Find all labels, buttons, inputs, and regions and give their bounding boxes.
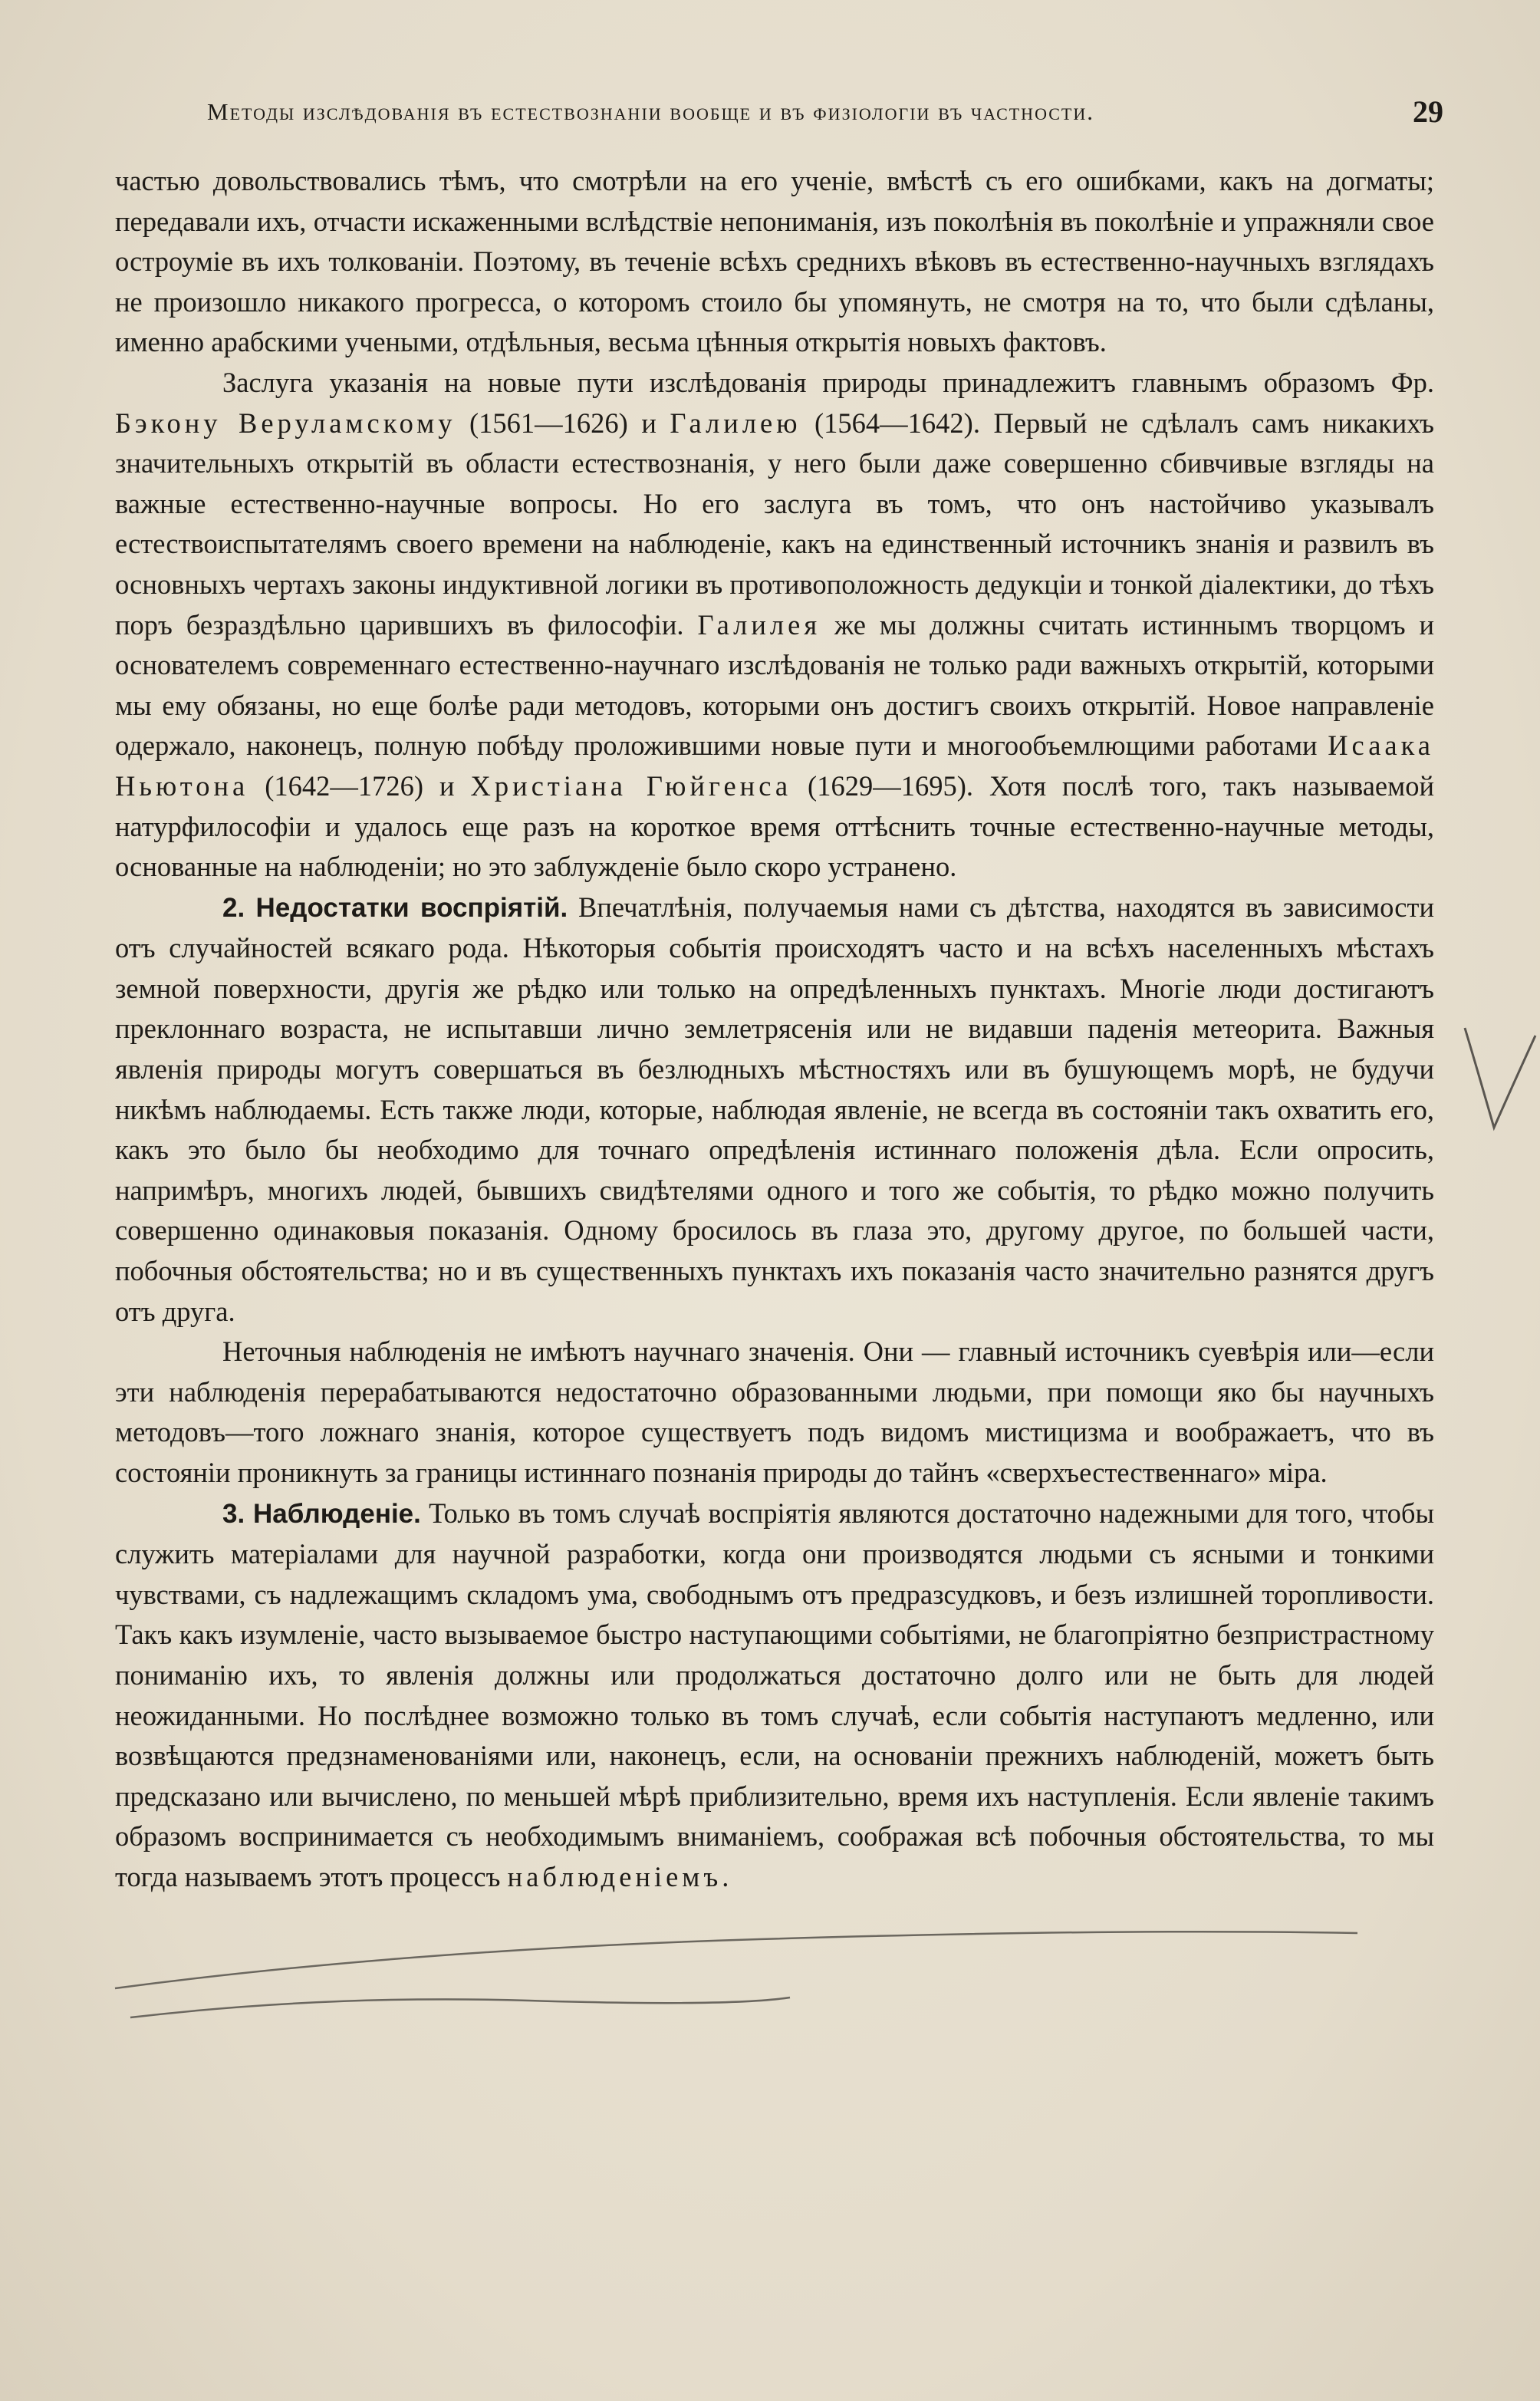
person-name: Исаака Ньютона — [115, 730, 1434, 802]
paragraph-text: (1561—1626) и — [456, 407, 670, 439]
paragraph-text: Заслуга указанія на новые пути изслѣдованія природы принадлежитъ главнымъ образомъ Фр. — [222, 366, 1434, 398]
running-head: Методы изслѣдованія въ естествознаніи вообще и въ физіологіи въ частности. — [207, 98, 1094, 125]
paragraph-text: (1564—1642). Первый не сдѣлалъ самъ никакихъ значительныхъ открытій въ области естествознанія, у него были даже совершенно сбивчивые взгляды на важные естественно-научные вопросы. Но его заслуга въ томъ, что онъ настойчиво указывалъ естествоиспытателямъ своего времени на наблюденіе, какъ на единственный источникъ знанія и развилъ въ основныхъ чертахъ законы индуктивной логики въ противоположность дедукціи и тонкой діалектики, до тѣхъ поръ безраздѣльно царившихъ въ философіи. — [115, 407, 1434, 641]
emphasized-term: наблюденіемъ — [507, 1860, 722, 1892]
paragraph-text: частью довольствовались тѣмъ, что смотрѣли на его ученіе, вмѣстѣ съ его ошибками, какъ на догматы; передавали ихъ, отчасти искаженными вслѣдствіе непониманія, изъ поколѣнія въ поколѣніе и упражняли свое остроуміе въ ихъ толкованіи. Поэтому, въ теченіе всѣхъ среднихъ вѣковъ въ естественно-научныхъ взглядахъ не произошло никакого прогресса, о которомъ стоило бы упомянуть, не смотря на то, что были сдѣланы, именно арабскими учеными, отдѣльныя, весьма цѣнныя открытія новыхъ фактовъ. — [115, 165, 1434, 358]
paragraph-1 — [115, 161, 1434, 363]
person-name: Галилея — [697, 608, 821, 641]
page-header — [201, 92, 1443, 138]
person-name: Бэкону Веруламскому — [115, 407, 456, 439]
paragraph-text: Неточныя наблюденія не имѣютъ научнаго значенія. Они — главный источникъ суевѣрія или—если эти наблюденія перерабатываются недостаточно образованными людьми, при помощи яко бы научныхъ методовъ—того ложнаго знанія, которое существуетъ подъ видомъ мистицизма и воображаетъ, что въ состояніи проникнуть за границы истиннаго познанія природы до тайнъ «сверхъестественнаго» міра. — [115, 1336, 1434, 1488]
pencil-margin-mark — [1450, 1013, 1540, 1143]
pencil-underline — [100, 1902, 1450, 2025]
paragraph-2 — [115, 363, 1434, 888]
paragraph-4 — [115, 1332, 1434, 1493]
paragraph-3 — [115, 888, 1434, 1332]
paragraph-text: Впечатлѣнія, получаемыя нами съ дѣтства, находятся въ зависимости отъ случайностей всякаго рода. Нѣкоторыя событія происходятъ часто и на всѣхъ населенныхъ мѣстахъ земной поверхности, другія же рѣдко или только на опредѣленныхъ пунктахъ. Многіе люди достигаютъ преклоннаго возраста, не испытавши лично землетрясенія или не видавши паденія метеорита. Важныя явленія природы могутъ совершаться въ безлюдныхъ мѣстностяхъ или въ бушующемъ морѣ, не будучи никѣмъ наблюдаемы. Есть также люди, которые, наблюдая явленіе, не всегда въ состояніи такъ охватить его, какъ это было бы необходимо для точнаго опредѣленія истиннаго положенія дѣла. Если опросить, напримѣръ, многихъ людей, бывшихъ свидѣтелями одного и того же событія, то рѣдко можно получить совершенно одинаковыя показанія. Одному бросилось въ глаза это, другому другое, по большей части, побочныя обстоятельства; но и въ существенныхъ пунктахъ ихъ показанія часто значительно разнятся другъ отъ друга. — [115, 891, 1434, 1327]
page-number: 29 — [1413, 94, 1443, 129]
paragraph-text: (1629—1695). Хотя послѣ того, такъ называемой натурфилософіи и удалось еще разъ на короткое время оттѣснить точные естественно-научные методы, основанные на наблюденіи; но это заблужденіе было скоро устранено. — [115, 769, 1434, 883]
paragraph-text: (1642—1726) и — [248, 769, 471, 802]
paragraph-5 — [115, 1494, 1434, 1898]
body-text — [115, 161, 1434, 1898]
person-name: Галилею — [670, 407, 801, 439]
person-name: Христіана Гюйгенса — [470, 769, 792, 802]
paragraph-text: же мы должны считать истиннымъ творцомъ и основателемъ современнаго естественно-научнаго изслѣдованія не только ради важныхъ открытій, которыми мы ему обязаны, но еще болѣе ради методовъ, которыми онъ достигъ своихъ открытій. Новое направленіе одержало, наконецъ, полную побѣду проложившими новые пути и многообъемлющими работами — [115, 608, 1434, 762]
section-heading: 2. Недостатки воспріятій. — [222, 892, 568, 923]
paragraph-text: . — [722, 1860, 729, 1892]
section-heading: 3. Наблюденіе. — [222, 1498, 421, 1529]
paragraph-text: Только въ томъ случаѣ воспріятія являются достаточно надежными для того, чтобы служить матеріалами для научной разработки, когда они производятся людьми съ ясными и тонкими чувствами, съ надлежащимъ складомъ ума, свободнымъ отъ предразсудковъ, и безъ излишней торопливости. Такъ какъ изумленіе, часто вызываемое быстро наступающими событіями, не благопріятно безпристрастному пониманію ихъ, то явленія должны или продолжаться достаточно долго или не быть для людей неожиданными. Но послѣднее возможно только въ томъ случаѣ, если событія наступаютъ медленно, или возвѣщаются предзнаменованіями или, наконецъ, если, на основаніи прежнихъ наблюденій, можетъ быть предсказано или вычислено, по меньшей мѣрѣ приблизительно, время ихъ наступленія. Если явленіе такимъ образомъ воспринимается съ необходимымъ вниманіемъ, соображая всѣ побочныя обстоятельства, то мы тогда называемъ этотъ процессъ — [115, 1497, 1434, 1892]
